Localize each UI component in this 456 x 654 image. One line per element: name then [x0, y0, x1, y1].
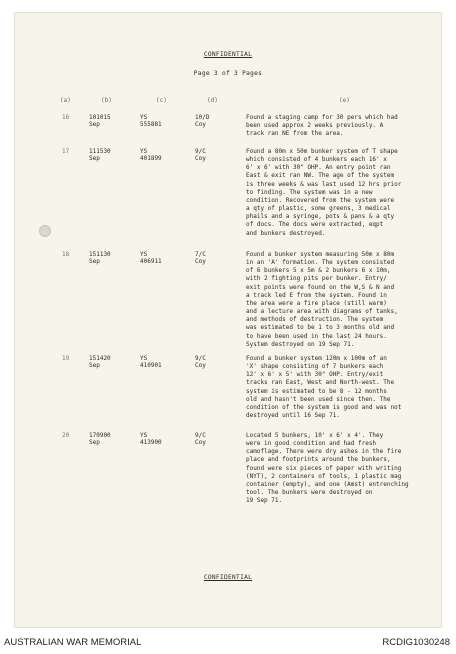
archive-reference: RCDIG1030248 [382, 637, 450, 648]
document-page [14, 12, 442, 628]
entry-grid-ref: YS 413900 [140, 432, 162, 446]
entry-dtg: 151420 Sep [89, 355, 111, 369]
column-header-a: (a) [60, 97, 71, 104]
entry-unit: 9/C Coy [195, 148, 206, 162]
entry-grid-ref: YS 555881 [140, 114, 162, 128]
entry-unit: 9/C Coy [195, 432, 206, 446]
entry-text: Found a staging camp for 30 pers which had been used approx 2 weeks previously. A track ran NE from the area. [246, 114, 398, 138]
entry-text: Located 5 bunkers, 10' x 6' x 4'. They were in good condition and had fresh camoflage. There were dry ashes in the fire place and footprints around the bunkers, found were six pieces of paper with writing (NYT), 2 containers of tools, 1 plastic mag container (empty), and one (Amst) entrenching tool. The bunkers were destroyed on 19 Sep 71. [246, 432, 409, 505]
page-label: Page 3 of 3 Pages [193, 70, 263, 77]
entry-dtg: 111530 Sep [89, 148, 111, 162]
entry-number: 18 [62, 251, 70, 258]
entry-number: 19 [62, 355, 70, 362]
column-header-b: (b) [101, 97, 112, 104]
entry-number: 16 [62, 114, 70, 121]
punch-hole [39, 225, 51, 237]
entry-grid-ref: YS 406911 [140, 251, 162, 265]
entry-dtg: 151130 Sep [89, 251, 111, 265]
entry-unit: 7/C Coy [195, 251, 206, 265]
entry-dtg: 170900 Sep [89, 432, 111, 446]
entry-text: Found a bunker system measuring 50m x 80m in an 'A' formation. The system consisted of 6 bunkers 5 x 5m & 2 bunkers 6 x 10m, with 2 fighting pits per bunker. Entry/ exit points were found on the W,S & N and a track led E from the system. Found in the area were a fire place (still warm) and a lecture area with diagrams of tanks, and methods of destruction. The system was estimated to be 1 to 3 months old and to have been used in the last 24 hours. System destroyed on 19 Sep 71. [246, 251, 398, 348]
entry-text: Found a 80m x 50m bunker system of T shape which consisted of 4 bunkers each 16' x 6' x 6' with 30" OHP. An entry point ran East & exit ran NW. The age of the system is three weeks & was last used 12 hrs prior to finding. The system was in a new condition. Recovered from the system were a qty of plastic, some greens, 3 medical phails and a syringe, pots & pans & a qty of docs. The docs were extracted, eqpt and bunkers destroyed. [246, 148, 402, 237]
entry-number: 20 [62, 432, 70, 439]
entry-number: 17 [62, 148, 70, 155]
entry-dtg: 101015 Sep [89, 114, 111, 128]
column-header-e: (e) [339, 97, 350, 104]
entry-grid-ref: YS 401899 [140, 148, 162, 162]
classification-top: CONFIDENTIAL [203, 51, 253, 58]
classification-bottom: CONFIDENTIAL [203, 574, 253, 581]
entry-grid-ref: YS 410901 [140, 355, 162, 369]
entry-text: Found a bunker system 120m x 100m of an 'X' shape consisting of 7 bunkers each 12' x 6' x 5' with 30" OHP. Entry/exit tracks ran East, West and North-west. The system is estimated to be 8 - 12 months old and hasn't been used since then. The condition of the system is good and was not destroyed until 16 Sep 71. [246, 355, 402, 420]
column-header-c: (c) [156, 97, 167, 104]
entry-unit: 10/D Coy [195, 114, 210, 128]
column-header-d: (d) [207, 97, 218, 104]
archive-name: AUSTRALIAN WAR MEMORIAL [4, 637, 142, 648]
archive-footer [0, 632, 456, 654]
entry-unit: 9/C Coy [195, 355, 206, 369]
